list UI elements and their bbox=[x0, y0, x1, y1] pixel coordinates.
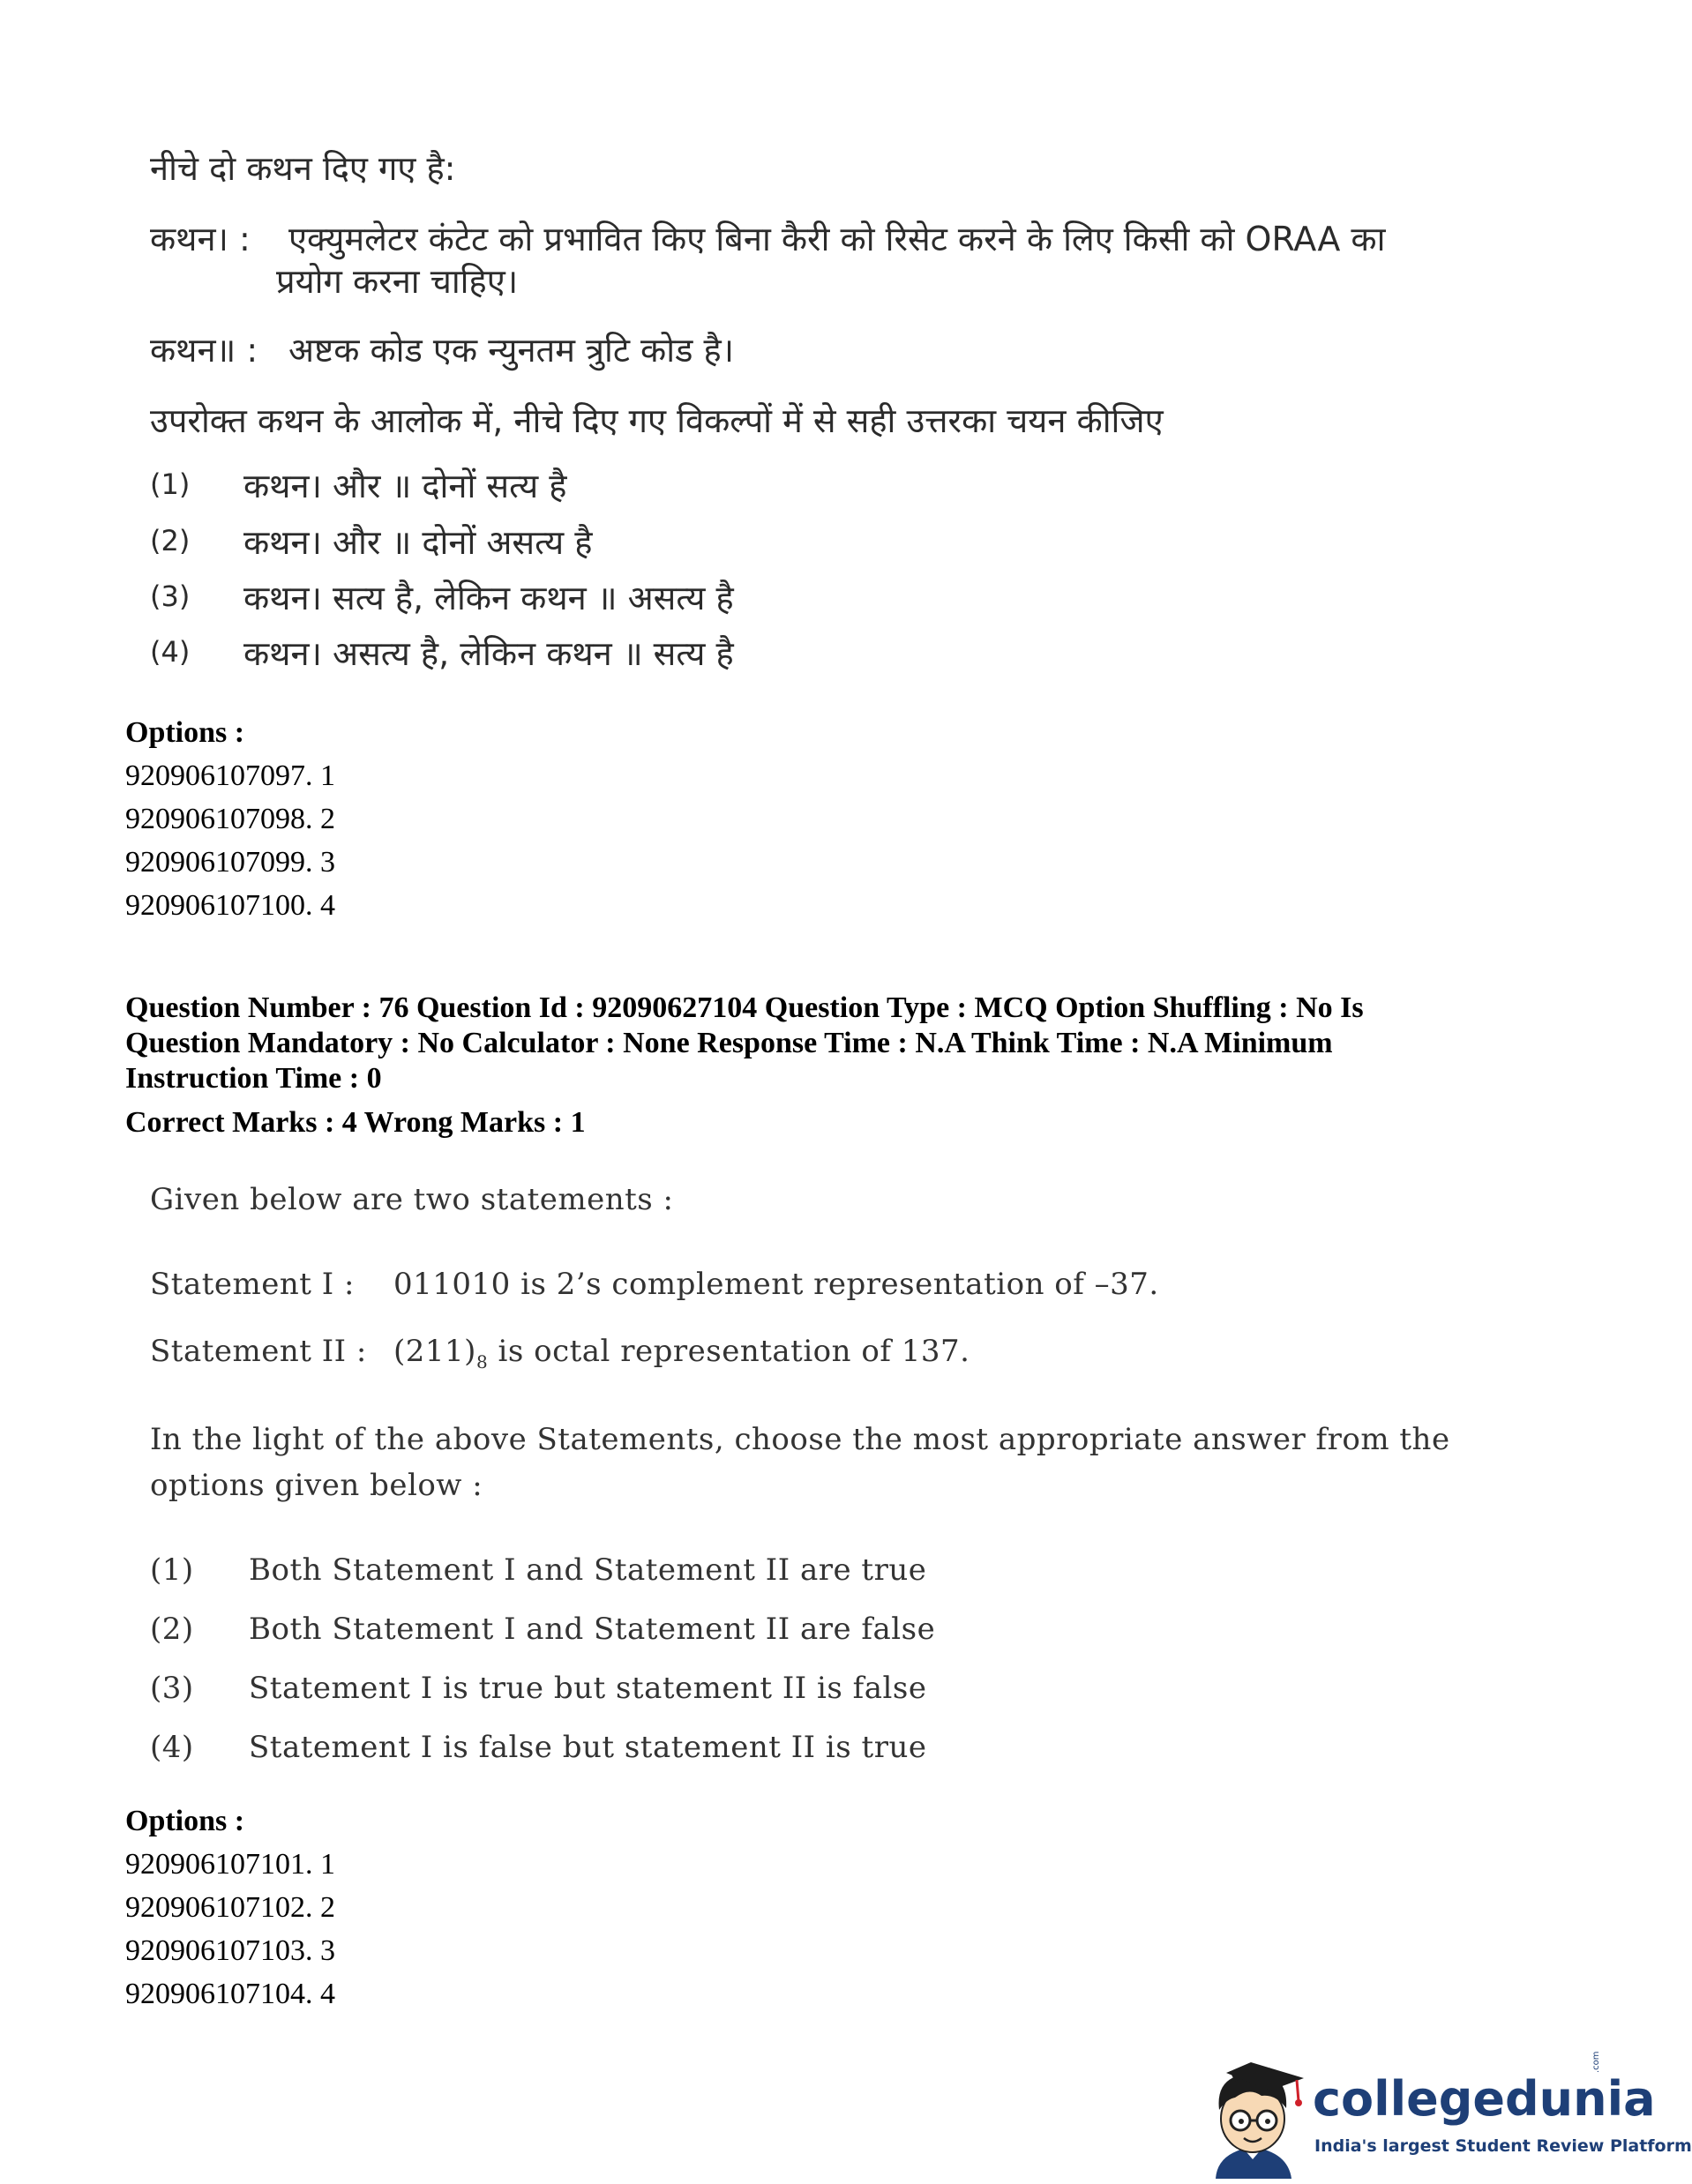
q76-choice-num: (3) bbox=[150, 1671, 194, 1706]
q75-choice-text: कथन। असत्य है, लेकिन कथन ॥ सत्य है bbox=[243, 634, 734, 673]
q75-choice-num: (3) bbox=[150, 580, 191, 613]
q75-choice-num: (4) bbox=[150, 635, 191, 669]
q76-choice-num: (4) bbox=[150, 1730, 194, 1765]
q76-marks: Correct Marks : 4 Wrong Marks : 1 bbox=[125, 1106, 586, 1139]
q76-choice-text: Statement I is false but statement II is true bbox=[249, 1730, 927, 1765]
q76-choice-num: (2) bbox=[150, 1612, 194, 1647]
q75-statement2-label: कथन॥ : bbox=[150, 331, 258, 370]
q76-option: 920906107104. 4 bbox=[125, 1978, 335, 2010]
q75-option: 920906107097. 1 bbox=[125, 759, 335, 792]
q75-intro: नीचे दो कथन दिए गए है: bbox=[150, 149, 456, 188]
q75-options-heading: Options : bbox=[125, 716, 245, 749]
q75-option: 920906107100. 4 bbox=[125, 889, 335, 922]
q76-option: 920906107101. 1 bbox=[125, 1848, 335, 1881]
q76-meta-line1: Question Number : 76 Question Id : 92090627104 Question Type : MCQ Option Shuffling : No Is bbox=[125, 991, 1364, 1024]
q76-statement1-label: Statement I : bbox=[150, 1267, 355, 1302]
q76-statement2-text: $(211)_8$ is octal representation of 137. bbox=[393, 1334, 970, 1372]
student-mascot-icon bbox=[1200, 2055, 1314, 2179]
logo-wordmark: collegedunia bbox=[1313, 2071, 1656, 2127]
q76-meta-line2: Question Mandatory : No Calculator : None Response Time : N.A Think Time : N.A Minimum bbox=[125, 1027, 1333, 1059]
q75-choice-num: (1) bbox=[150, 467, 191, 501]
q75-choice-num: (2) bbox=[150, 524, 191, 557]
collegedunia-logo[interactable] bbox=[1200, 2051, 1692, 2179]
q76-options-heading: Options : bbox=[125, 1805, 245, 1837]
q75-instruction: उपरोक्त कथन के आलोक में, नीचे दिए गए विकल्पों में से सही उत्तरका चयन कीजिए bbox=[150, 401, 1164, 440]
q76-statement1-text: 011010 is 2’s complement representation of –37. bbox=[393, 1267, 1159, 1302]
q76-choice-text: Statement I is true but statement II is false bbox=[249, 1671, 927, 1706]
logo-tagline: India's largest Student Review Platform bbox=[1314, 2136, 1692, 2156]
q75-choice-text: कथन। सत्य है, लेकिन कथन ॥ असत्य है bbox=[243, 579, 734, 617]
q75-statement1-label: कथन। : bbox=[150, 220, 251, 258]
q76-instruction-line1: In the light of the above Statements, choose the most appropriate answer from the bbox=[150, 1422, 1450, 1457]
q76-choice-text: Both Statement I and Statement II are false bbox=[249, 1612, 936, 1647]
q76-choice-num: (1) bbox=[150, 1552, 194, 1588]
q76-intro: Given below are two statements : bbox=[150, 1182, 674, 1217]
q75-option: 920906107098. 2 bbox=[125, 803, 335, 835]
q76-option: 920906107102. 2 bbox=[125, 1891, 335, 1924]
q75-choice-text: कथन। और ॥ दोनों सत्य है bbox=[243, 467, 567, 505]
q75-statement1-line2: प्रयोग करना चाहिए। bbox=[276, 262, 519, 301]
q76-instruction-line2: options given below : bbox=[150, 1468, 483, 1503]
logo-domain-suffix: .com bbox=[1591, 2051, 1601, 2073]
q75-statement2-text: अष्टक कोड एक न्युनतम त्रुटि कोड है। bbox=[288, 331, 735, 370]
q76-statement2-label: Statement II : bbox=[150, 1334, 367, 1369]
q75-choice-text: कथन। और ॥ दोनों असत्य है bbox=[243, 523, 593, 562]
q76-choice-text: Both Statement I and Statement II are true bbox=[249, 1552, 927, 1588]
q75-statement1-line1: एक्युमलेटर कंटेट को प्रभावित किए बिना कैरी को रिसेट करने के लिए किसी को ORAA का bbox=[288, 220, 1386, 258]
q75-option: 920906107099. 3 bbox=[125, 846, 335, 879]
q76-meta-line3: Instruction Time : 0 bbox=[125, 1062, 382, 1095]
q76-option: 920906107103. 3 bbox=[125, 1934, 335, 1967]
